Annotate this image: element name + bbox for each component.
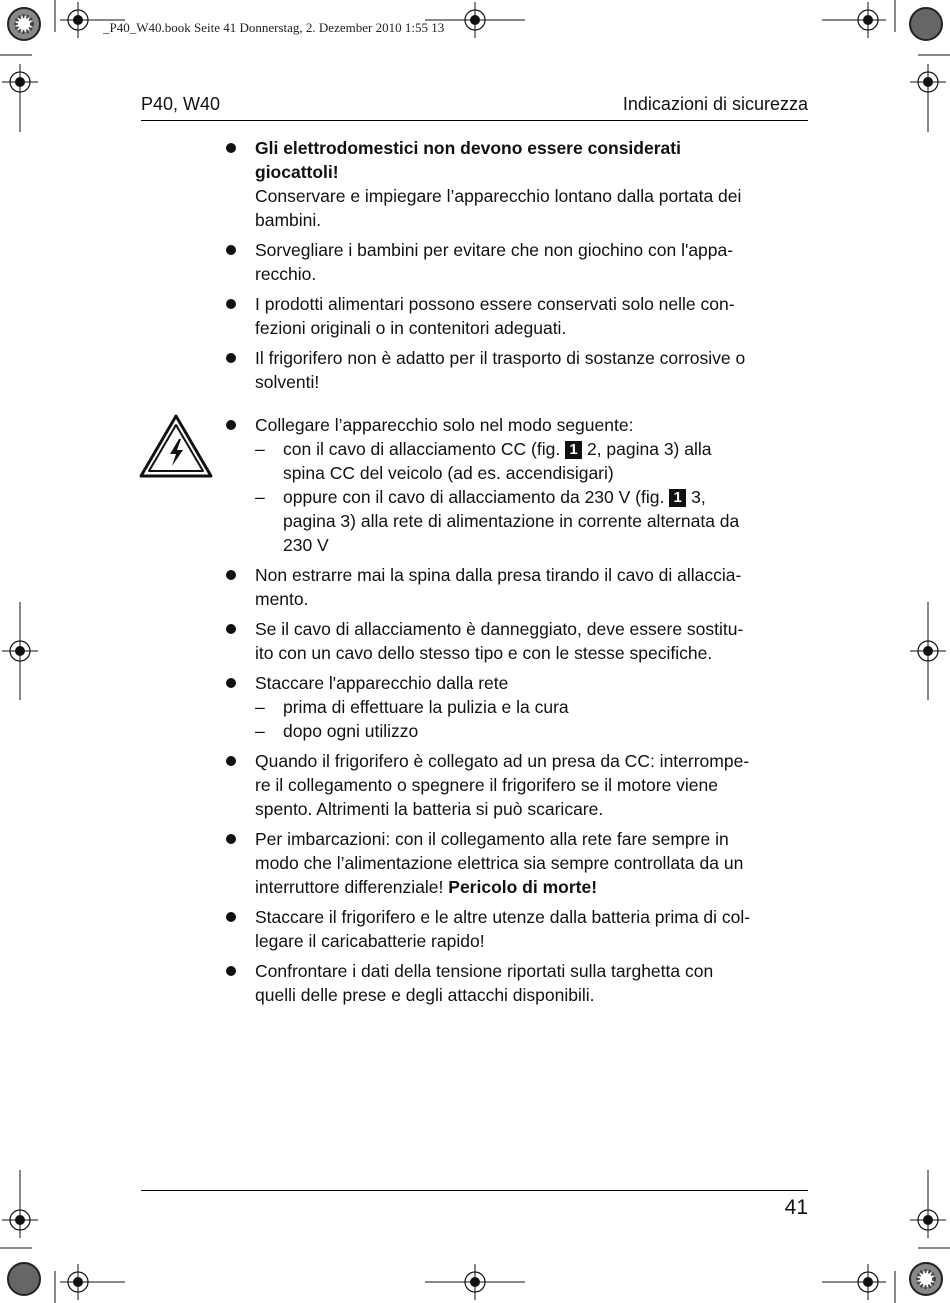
list-item — [226, 617, 814, 665]
list-item-unplug — [226, 671, 814, 743]
electric-shock-warning-icon — [139, 414, 213, 478]
item-text: ito con un cavo dello stesso tipo e con le stesse specifiche. — [255, 643, 713, 663]
item-text: Il frigorifero non è adatto per il trasporto di sostanze corrosive o — [255, 348, 746, 368]
header-section-title: Indicazioni di sicurezza — [622, 94, 808, 114]
safety-list-general — [226, 136, 814, 400]
item-text: Non estrarre mai la spina dalla presa tirando il cavo di allaccia- — [255, 565, 742, 585]
list-item-boats — [226, 827, 814, 899]
item-text: mento. — [255, 589, 309, 609]
list-item — [226, 905, 814, 953]
header-model: P40, W40 — [141, 94, 221, 114]
item-text: re il collegamento o spegnere il frigorifero se il motore viene — [255, 775, 719, 795]
item-text: legare il caricabatterie rapido! — [255, 931, 485, 951]
item-text: modo che l’alimentazione elettrica sia sempre controllata da un — [255, 853, 744, 873]
item-text: fezioni originali o in contenitori adeguati. — [255, 318, 567, 338]
item-text: Per imbarcazioni: con il collegamento alla rete fare sempre in — [255, 829, 729, 849]
item-text: spina CC del veicolo (ad es. accendisigari) — [283, 463, 614, 483]
footer-rule — [141, 1190, 808, 1191]
page-number: 41 — [784, 1196, 808, 1219]
item-text: interruttore differenziale! — [255, 877, 444, 897]
safety-list-electrical — [226, 413, 814, 1013]
item-text: bambini. — [255, 210, 322, 230]
item-text: 230 V — [283, 535, 329, 555]
list-item — [226, 959, 814, 1007]
list-item — [226, 346, 814, 394]
item-text: – dopo ogni utilizzo — [283, 721, 419, 741]
item-text: Conservare e impiegare l’apparecchio lontano dalla portata dei — [255, 186, 742, 206]
item-text: – prima di effettuare la pulizia e la cura — [283, 697, 569, 717]
unplug-sublist — [255, 695, 814, 743]
item-text: Collegare l’apparecchio solo nel modo seguente: — [255, 415, 634, 435]
item-text: oppure con il cavo di allacciamento da 230 V (fig. — [283, 487, 665, 507]
figure-reference-badge: 1 — [565, 441, 582, 459]
item-text: con il cavo di allacciamento CC (fig. — [283, 439, 561, 459]
running-header — [141, 94, 808, 115]
color-wheel-icon — [910, 8, 942, 40]
list-item — [226, 238, 814, 286]
figure-reference-badge: 1 — [669, 489, 686, 507]
item-text: quelli delle prese e degli attacchi disponibili. — [255, 985, 595, 1005]
list-item — [226, 136, 814, 232]
item-text: I prodotti alimentari possono essere conservati solo nelle con- — [255, 294, 735, 314]
item-text: Confrontare i dati della tensione riportati sulla targhetta con — [255, 961, 714, 981]
item-text: Sorvegliare i bambini per evitare che non giochino con l'appa- — [255, 240, 734, 260]
item-heading: Gli elettrodomestici non devono essere considerati — [255, 138, 681, 158]
item-text: solventi! — [255, 372, 320, 392]
sublist-item — [255, 485, 814, 557]
color-wheel-icon — [8, 1263, 40, 1295]
danger-warning-text: Pericolo di morte! — [448, 877, 598, 897]
item-text: spento. Altrimenti la batteria si può scaricare. — [255, 799, 604, 819]
item-text: pagina 3) alla rete di alimentazione in corrente alternata da — [283, 511, 740, 531]
list-item — [226, 749, 814, 821]
item-text: Se il cavo di allacciamento è danneggiato, deve essere sostitu- — [255, 619, 744, 639]
list-item-connection — [226, 413, 814, 557]
color-wheel-icon — [910, 1263, 942, 1295]
sublist-item — [255, 695, 814, 719]
item-heading: giocattoli! — [255, 162, 339, 182]
header-rule — [141, 120, 808, 121]
item-text: Staccare il frigorifero e le altre utenze dalla batteria prima di col- — [255, 907, 751, 927]
color-wheel-icon — [8, 8, 40, 40]
list-item — [226, 292, 814, 340]
sublist-item — [255, 437, 814, 485]
item-text: Quando il frigorifero è collegato ad un presa da CC: interrompe- — [255, 751, 750, 771]
item-text: 2, pagina 3) alla — [586, 439, 712, 459]
item-text: 3, — [691, 487, 706, 507]
sublist-item — [255, 719, 814, 743]
list-item — [226, 563, 814, 611]
connection-sublist — [255, 437, 814, 557]
print-info-slug: _P40_W40.book Seite 41 Donnerstag, 2. Dezember 2010 1:55 13 — [103, 20, 445, 35]
item-text: recchio. — [255, 264, 317, 284]
item-text: Staccare l'apparecchio dalla rete — [255, 673, 509, 693]
